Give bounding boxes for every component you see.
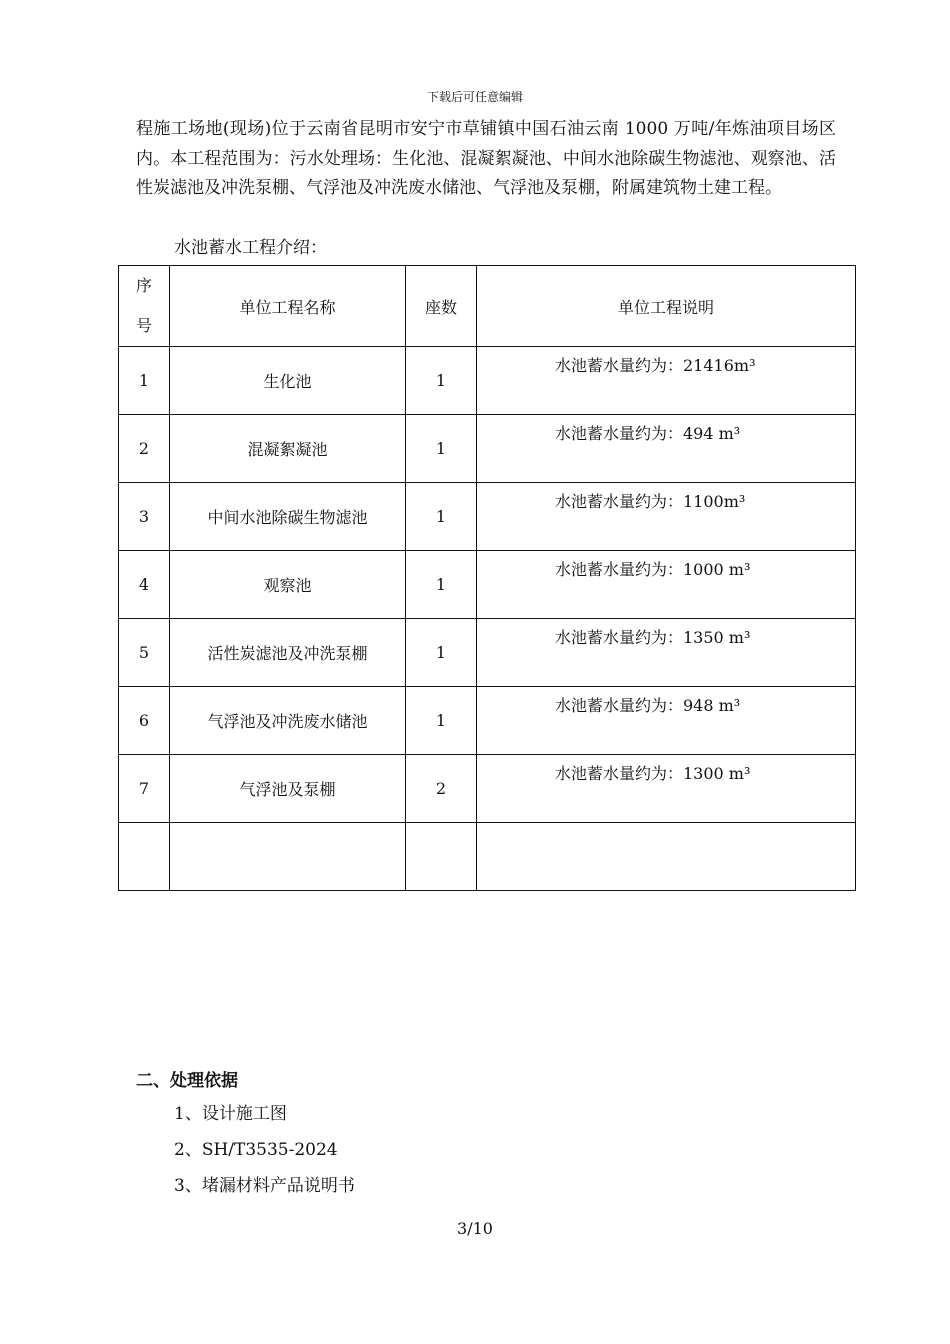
basis-item: 2、SH/T3535-2024 bbox=[174, 1140, 338, 1160]
cell-seq: 5 bbox=[119, 619, 170, 687]
cell-name: 生化池 bbox=[170, 347, 406, 415]
table-row bbox=[119, 415, 856, 483]
cell-desc-text bbox=[477, 823, 855, 829]
table-row-empty bbox=[119, 823, 856, 891]
header-seq bbox=[119, 266, 170, 347]
cell-desc-text: 水池蓄水量约为：21416m³ bbox=[555, 356, 756, 375]
intro-paragraph: 程施工场地(现场)位于云南省昆明市安宁市草铺镇中国石油云南 1000 万吨/年炼油项目场区内。本工程范围为：污水处理场：生化池、混凝絮凝池、中间水池除碳生物滤池、观察池、活性炭滤池及冲洗泵棚、气浮池及冲洗废水储池、气浮池及泵棚，附属建筑物土建工程。 bbox=[136, 119, 836, 198]
header-name: 单位工程名称 bbox=[170, 266, 406, 347]
basis-item: 3、堵漏材料产品说明书 bbox=[174, 1176, 355, 1196]
cell-seq: 4 bbox=[119, 551, 170, 619]
header-seq-line2: 号 bbox=[135, 316, 152, 335]
cell-count bbox=[406, 823, 477, 891]
cell-desc-text: 水池蓄水量约为：1000 m³ bbox=[555, 560, 751, 579]
cell-seq bbox=[119, 823, 170, 891]
header-desc: 单位工程说明 bbox=[477, 266, 856, 347]
cell-desc-text: 水池蓄水量约为：1300 m³ bbox=[555, 764, 751, 783]
table-header-row bbox=[119, 266, 856, 347]
cell-count: 1 bbox=[406, 483, 477, 551]
page-number: 3/10 bbox=[457, 1219, 493, 1238]
cell-name: 观察池 bbox=[170, 551, 406, 619]
cell-count: 1 bbox=[406, 687, 477, 755]
cell-desc bbox=[477, 551, 856, 619]
table-row bbox=[119, 347, 856, 415]
header-seq-line1: 序 bbox=[135, 276, 152, 295]
cell-count: 2 bbox=[406, 755, 477, 823]
cell-desc bbox=[477, 755, 856, 823]
cell-desc-text: 水池蓄水量约为：948 m³ bbox=[555, 696, 741, 715]
section-heading: 二、处理依据 bbox=[136, 1071, 238, 1091]
page-header-note: 下载后可任意编辑 bbox=[426, 90, 523, 104]
cell-desc-text: 水池蓄水量约为：1100m³ bbox=[555, 492, 746, 511]
cell-desc bbox=[477, 347, 856, 415]
table-row bbox=[119, 483, 856, 551]
cell-name: 活性炭滤池及冲洗泵棚 bbox=[170, 619, 406, 687]
cell-desc bbox=[477, 483, 856, 551]
cell-name: 气浮池及泵棚 bbox=[170, 755, 406, 823]
cell-desc bbox=[477, 619, 856, 687]
cell-seq: 7 bbox=[119, 755, 170, 823]
cell-desc bbox=[477, 687, 856, 755]
basis-item: 1、设计施工图 bbox=[174, 1104, 287, 1124]
cell-count: 1 bbox=[406, 551, 477, 619]
cell-name bbox=[170, 823, 406, 891]
cell-desc bbox=[477, 415, 856, 483]
cell-name: 气浮池及冲洗废水储池 bbox=[170, 687, 406, 755]
header-count: 座数 bbox=[406, 266, 477, 347]
cell-name: 中间水池除碳生物滤池 bbox=[170, 483, 406, 551]
pool-table bbox=[118, 265, 856, 891]
cell-desc bbox=[477, 823, 856, 891]
cell-count: 1 bbox=[406, 619, 477, 687]
table-row bbox=[119, 687, 856, 755]
cell-seq: 3 bbox=[119, 483, 170, 551]
cell-desc-text: 水池蓄水量约为：1350 m³ bbox=[555, 628, 751, 647]
table-row bbox=[119, 755, 856, 823]
cell-count: 1 bbox=[406, 415, 477, 483]
cell-desc-text: 水池蓄水量约为：494 m³ bbox=[555, 424, 741, 443]
table-subtitle: 水池蓄水工程介绍： bbox=[174, 238, 327, 258]
cell-seq: 6 bbox=[119, 687, 170, 755]
cell-seq: 1 bbox=[119, 347, 170, 415]
cell-count: 1 bbox=[406, 347, 477, 415]
cell-seq: 2 bbox=[119, 415, 170, 483]
table-row bbox=[119, 551, 856, 619]
cell-name: 混凝絮凝池 bbox=[170, 415, 406, 483]
table-row bbox=[119, 619, 856, 687]
